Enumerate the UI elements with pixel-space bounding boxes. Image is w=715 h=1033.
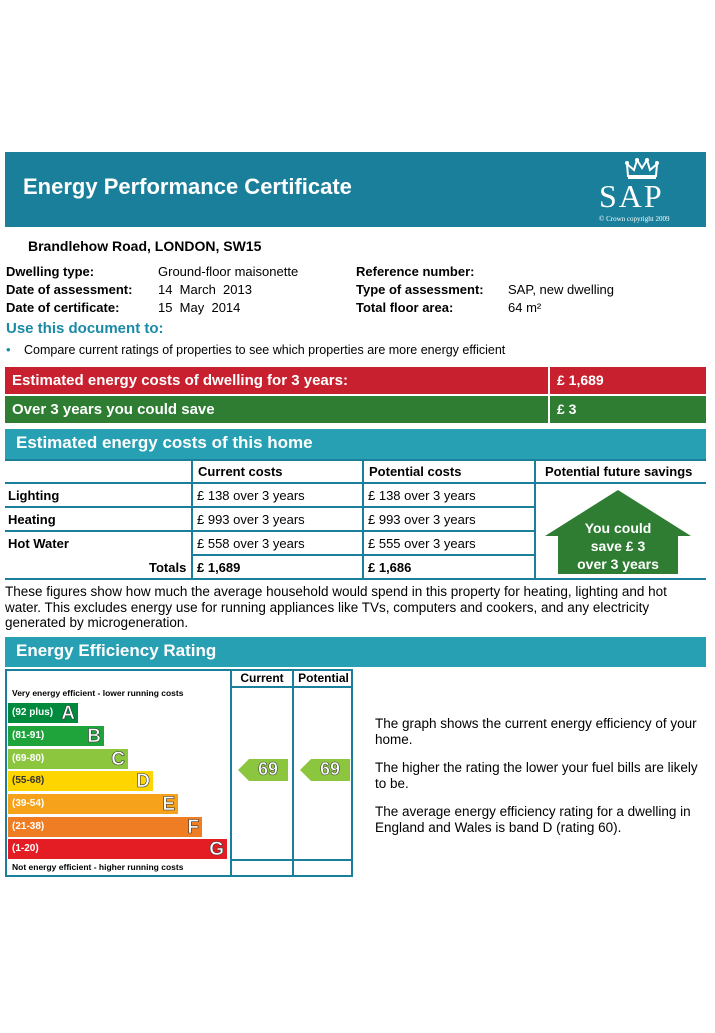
totals-current: £ 1,689 bbox=[197, 560, 241, 575]
costs-section-heading: Estimated energy costs of this home bbox=[16, 433, 313, 452]
costs-section-header bbox=[5, 429, 706, 459]
savings-value-box bbox=[550, 396, 706, 423]
band-letter: D bbox=[136, 771, 150, 792]
reference-label: Reference number: bbox=[356, 264, 475, 279]
rating-band-a bbox=[8, 703, 78, 723]
col-header-potential: Potential costs bbox=[369, 464, 462, 479]
crown-icon bbox=[625, 158, 659, 180]
band-range: (69-80) bbox=[12, 753, 45, 764]
savings-label: Over 3 years you could save bbox=[12, 401, 215, 418]
band-range: (81-91) bbox=[12, 730, 45, 741]
assessment-date-value: 14 March 2013 bbox=[158, 282, 252, 297]
band-range: (92 plus) bbox=[12, 707, 54, 718]
table-divider bbox=[5, 459, 706, 461]
floor-area-label: Total floor area: bbox=[356, 300, 454, 315]
table-divider bbox=[5, 530, 535, 532]
dwelling-type-label: Dwelling type: bbox=[6, 264, 95, 279]
savings-value: £ 3 bbox=[557, 401, 577, 417]
current-rating-value: 69 bbox=[257, 759, 279, 779]
dwelling-type-value: Ground-floor maisonette bbox=[158, 264, 299, 279]
use-document-heading: Use this document to: bbox=[6, 320, 164, 337]
row-label-heating: Heating bbox=[8, 512, 56, 527]
heating-potential: £ 993 over 3 years bbox=[368, 512, 476, 527]
rating-bottom-caption: Not energy efficient - higher running costs bbox=[12, 862, 184, 872]
crown-copyright: © Crown copyright 2009 bbox=[599, 215, 670, 223]
band-letter: E bbox=[162, 794, 175, 815]
rating-section-heading: Energy Efficiency Rating bbox=[16, 641, 217, 660]
rating-chart-divider bbox=[230, 686, 353, 688]
page-title: Energy Performance Certificate bbox=[23, 174, 352, 199]
rating-explanation-1: The graph shows the current energy efficiency of your home. bbox=[375, 716, 697, 747]
costs-note: These figures show how much the average household would spend in this property for heating, lighting and hot water. This excludes energy use for running appliances like TVs, computers and cookers, and any electricity generated by microgeneration. bbox=[5, 584, 667, 630]
rating-section-header bbox=[5, 637, 706, 667]
estimated-costs-label: Estimated energy costs of dwelling for 3 years: bbox=[12, 372, 348, 389]
band-range: (21-38) bbox=[12, 821, 45, 832]
certificate-date-value: 15 May 2014 bbox=[158, 300, 241, 315]
totals-potential: £ 1,686 bbox=[368, 560, 412, 575]
heating-current: £ 993 over 3 years bbox=[197, 512, 305, 527]
rating-chart-divider bbox=[292, 669, 294, 877]
savings-message bbox=[558, 519, 678, 573]
table-divider bbox=[191, 459, 193, 580]
table-divider bbox=[5, 578, 706, 580]
band-letter: C bbox=[111, 749, 125, 770]
band-letter: F bbox=[187, 817, 199, 838]
bullet-icon: • bbox=[6, 342, 11, 357]
lighting-potential: £ 138 over 3 years bbox=[368, 488, 476, 503]
rating-band-c bbox=[8, 749, 128, 769]
savings-line: save £ 3 bbox=[590, 538, 646, 554]
rating-top-caption: Very energy efficient - lower running costs bbox=[12, 688, 184, 698]
band-range: (39-54) bbox=[12, 798, 45, 809]
rating-band-b bbox=[8, 726, 104, 746]
rating-col-potential: Potential bbox=[298, 671, 349, 685]
row-label-hot-water: Hot Water bbox=[8, 536, 69, 551]
estimated-costs-value: £ 1,689 bbox=[557, 372, 604, 388]
estimated-costs-value-box bbox=[550, 367, 706, 394]
band-range: (55-68) bbox=[12, 775, 45, 786]
sap-logo-text: SAP bbox=[599, 178, 664, 214]
hot-water-potential: £ 555 over 3 years bbox=[368, 536, 476, 551]
row-label-lighting: Lighting bbox=[8, 488, 60, 503]
band-letter: G bbox=[209, 839, 224, 860]
certificate-date-label: Date of certificate: bbox=[6, 300, 120, 315]
table-divider bbox=[362, 459, 364, 580]
savings-line: over 3 years bbox=[577, 556, 659, 572]
table-divider bbox=[5, 506, 535, 508]
col-header-current: Current costs bbox=[198, 464, 283, 479]
savings-bar bbox=[5, 396, 548, 423]
sap-logo bbox=[595, 158, 695, 222]
rating-chart-divider bbox=[230, 859, 353, 861]
rating-band-e bbox=[8, 794, 178, 814]
assessment-type-label: Type of assessment: bbox=[356, 282, 484, 297]
assessment-type-value: SAP, new dwelling bbox=[508, 282, 614, 297]
hot-water-current: £ 558 over 3 years bbox=[197, 536, 305, 551]
assessment-date-label: Date of assessment: bbox=[6, 282, 133, 297]
rating-col-current: Current bbox=[240, 671, 284, 685]
rating-band-f bbox=[8, 817, 202, 837]
rating-band-g bbox=[8, 839, 227, 859]
band-letter: B bbox=[87, 726, 101, 747]
col-header-savings: Potential future savings bbox=[545, 464, 693, 479]
potential-rating-value: 69 bbox=[319, 759, 341, 779]
band-range: (1-20) bbox=[12, 843, 39, 854]
rating-explanation-3: The average energy efficiency rating for a dwelling in England and Wales is band D (rating 60). bbox=[375, 804, 691, 835]
rating-band-d bbox=[8, 771, 153, 791]
property-address: Brandlehow Road, LONDON, SW15 bbox=[28, 238, 262, 254]
table-divider bbox=[5, 482, 706, 484]
use-document-item: Compare current ratings of properties to see which properties are more energy efficient bbox=[24, 343, 506, 357]
totals-label: Totals bbox=[149, 560, 187, 575]
table-divider bbox=[534, 459, 536, 580]
floor-area-value: 64 m² bbox=[508, 300, 542, 315]
estimated-costs-bar bbox=[5, 367, 548, 394]
rating-chart-divider bbox=[230, 669, 232, 877]
lighting-current: £ 138 over 3 years bbox=[197, 488, 305, 503]
rating-explanation-2: The higher the rating the lower your fuel bills are likely to be. bbox=[375, 760, 698, 791]
band-letter: A bbox=[61, 703, 75, 724]
savings-line: You could bbox=[584, 520, 652, 536]
certificate-header bbox=[5, 152, 706, 227]
